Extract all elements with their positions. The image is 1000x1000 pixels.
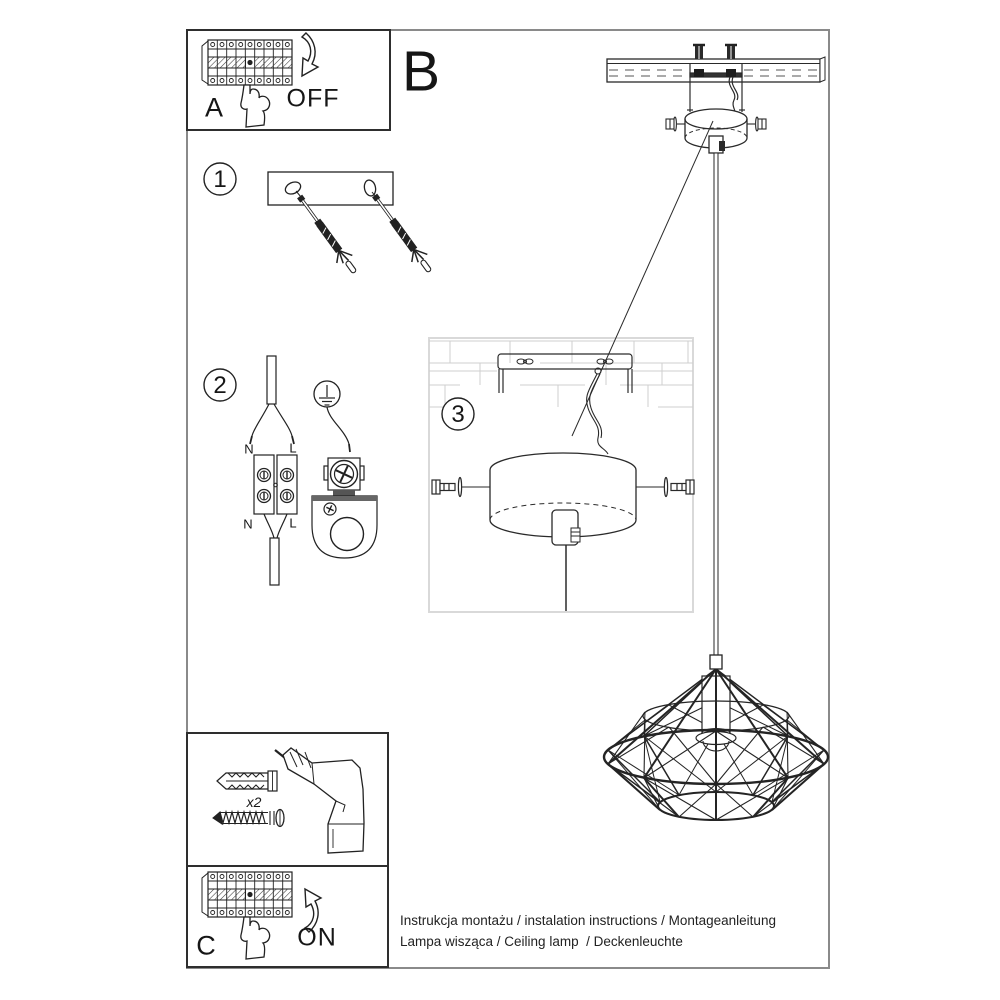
step1-number: 1 bbox=[213, 166, 227, 193]
circuit-breaker-icon bbox=[202, 40, 292, 85]
step3-detail-box bbox=[429, 338, 693, 612]
pendant-cord-drawing bbox=[714, 153, 718, 656]
footer-title-line: Instrukcja montażu / instalation instructions / Montageanleitung bbox=[400, 913, 776, 928]
circuit-breaker-icon bbox=[202, 872, 292, 917]
panel-c-label: C bbox=[196, 930, 216, 961]
step3-number: 3 bbox=[451, 401, 465, 428]
footer-product-line: Lampa wisząca / Ceiling lamp / Deckenleuchte bbox=[400, 934, 683, 949]
wire-label-l-bottom: L bbox=[289, 515, 297, 531]
wire-label-n-bottom: N bbox=[243, 516, 253, 532]
panel-c-on-label: ON bbox=[297, 923, 337, 952]
ceiling-beam-drawing bbox=[607, 57, 825, 82]
panel-a-label: A bbox=[204, 92, 224, 123]
wall-plug-drawing bbox=[217, 771, 277, 791]
anchor-quantity-label: x2 bbox=[246, 794, 262, 810]
wire-label-n-top: N bbox=[244, 441, 254, 457]
panel-a-off-label: OFF bbox=[286, 84, 340, 113]
step2-number: 2 bbox=[213, 372, 227, 399]
panel-b-label: B bbox=[401, 39, 441, 104]
wire-label-l-top: L bbox=[289, 440, 297, 456]
